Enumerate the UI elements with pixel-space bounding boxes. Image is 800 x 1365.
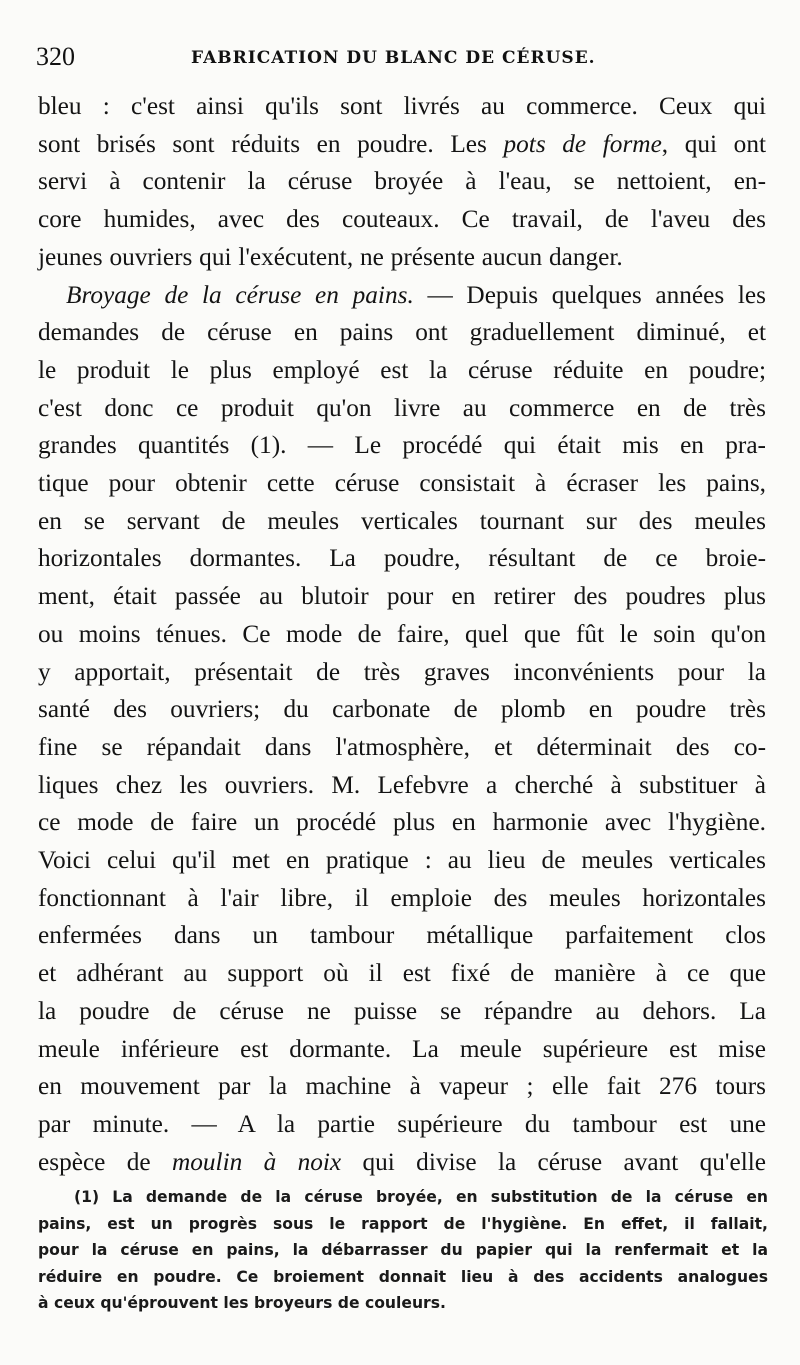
section-heading: Broyage de la céruse en pains.: [66, 280, 414, 309]
text-line: demandes de céruse en pains ont graduellement diminué, et: [38, 318, 766, 347]
page-header: [36, 42, 766, 82]
text-line: fonctionnant à l'air libre, il emploie des meules horizontales: [38, 883, 766, 912]
text-line: et adhérant au support où il est fixé de manière à ce que: [38, 959, 766, 988]
text-line: [38, 126, 766, 164]
footnote-line: à ceux qu'éprouvent les broyeurs de couleurs.: [38, 1294, 446, 1312]
text-segment: , qui ont: [661, 129, 767, 158]
footnote: [38, 1184, 768, 1317]
text-line: meule inférieure est dormante. La meule supérieure est mise: [38, 1034, 766, 1063]
italic-term: pots de forme: [503, 129, 662, 158]
text-line: grandes quantités (1). — Le procédé qui était mis en pra-: [38, 431, 766, 460]
text-line: servi à contenir la céruse broyée à l'eau, se nettoient, en-: [38, 167, 766, 196]
text-segment: qui divise la céruse avant qu'elle: [341, 1147, 766, 1176]
text-segment: sont brisés sont réduits en poudre. Les: [38, 129, 504, 158]
text-line: fine se répandait dans l'atmosphère, et déterminait des co-: [38, 732, 766, 761]
text-line: ment, était passée au blutoir pour en retirer des poudres plus: [38, 582, 766, 611]
text-line: core humides, avec des couteaux. Ce travail, de l'aveu des: [38, 205, 766, 234]
text-line: la poudre de céruse ne puisse se répandre au dehors. La: [38, 996, 766, 1025]
text-line: en se servant de meules verticales tournant sur des meules: [38, 506, 766, 535]
text-line: santé des ouvriers; du carbonate de plomb en poudre très: [38, 695, 766, 724]
text-line: [38, 277, 766, 315]
text-segment: espèce de: [38, 1147, 172, 1176]
text-line: [38, 1144, 766, 1182]
text-line: y apportait, présentait de très graves inconvénients pour la: [38, 657, 766, 686]
text-line: horizontales dormantes. La poudre, résultant de ce broie-: [38, 544, 766, 573]
page-number: 320: [36, 42, 75, 71]
text-line: Voici celui qu'il met en pratique : au lieu de meules verticales: [38, 846, 766, 875]
text-line: liques chez les ouvriers. M. Lefebvre a cherché à substituer à: [38, 770, 766, 799]
footnote-line: pour la céruse en pains, la débarrasser du papier qui la renfermait et la: [38, 1241, 768, 1259]
text-line: ou moins ténues. Ce mode de faire, quel que fût le soin qu'on: [38, 619, 766, 648]
body-text: [38, 88, 766, 1181]
text-line: ce mode de faire un procédé plus en harmonie avec l'hygiène.: [38, 808, 766, 837]
italic-term: moulin à noix: [171, 1147, 342, 1176]
text-line: par minute. — A la partie supérieure du tambour est une: [38, 1109, 766, 1138]
text-line: jeunes ouvriers qui l'exécutent, ne présente aucun danger.: [38, 242, 623, 271]
text-segment: — Depuis quelques années les: [413, 280, 766, 309]
text-line: bleu : c'est ainsi qu'ils sont livrés au commerce. Ceux qui: [38, 92, 766, 120]
footnote-line: pains, est un progrès sous le rapport de l'hygiène. En effet, il fallait,: [38, 1214, 768, 1233]
text-line: en mouvement par la machine à vapeur ; elle fait 276 tours: [38, 1072, 766, 1101]
text-line: c'est donc ce produit qu'on livre au commerce en de très: [38, 393, 766, 422]
footnote-line: (1) La demande de la céruse broyée, en substitution de la céruse en: [74, 1188, 768, 1206]
text-line: enfermées dans un tambour métallique parfaitement clos: [38, 921, 766, 950]
text-line: tique pour obtenir cette céruse consistait à écraser les pains,: [38, 469, 766, 498]
footnote-line: réduire en poudre. Ce broiement donnait lieu à des accidents analogues: [38, 1267, 768, 1286]
text-line: le produit le plus employé est la céruse réduite en poudre;: [38, 355, 766, 384]
running-title: FABRICATION DU BLANC DE CÉRUSE.: [191, 48, 596, 68]
